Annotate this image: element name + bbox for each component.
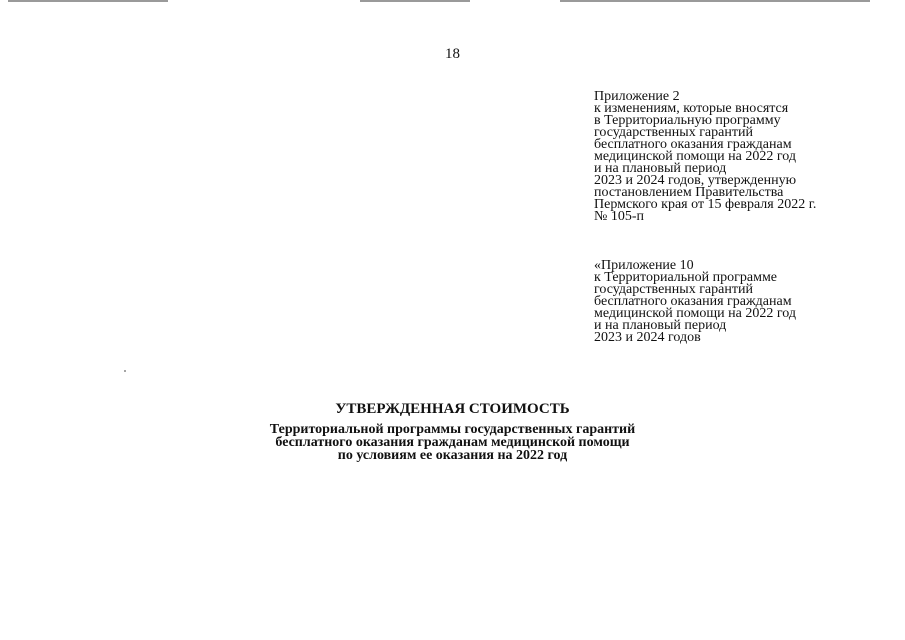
appendix-10-line: и на плановый период (594, 318, 727, 333)
appendix-10-line: к Территориальной программе (594, 270, 778, 285)
appendix-10-line: 2023 и 2024 годов (594, 330, 701, 345)
appendix-2-line: в Территориальную программу (594, 113, 781, 128)
appendix-10-block (594, 260, 796, 344)
appendix-10-line: «Приложение 10 (594, 258, 694, 273)
appendix-2-line: № 105-п (594, 209, 645, 224)
document-subtitle (0, 423, 905, 462)
scan-edge-line-right (560, 0, 870, 2)
appendix-2-line: постановлением Правительства (594, 185, 784, 200)
appendix-2-line: бесплатного оказания гражданам (594, 137, 792, 152)
scan-speck (124, 370, 126, 372)
appendix-10-line: бесплатного оказания гражданам (594, 294, 792, 309)
document-title: УТВЕРЖДЕННАЯ СТОИМОСТЬ (335, 401, 570, 417)
document-subtitle-line: Территориальной программы государственных гарантий (269, 422, 636, 437)
appendix-10-line: государственных гарантий (594, 282, 753, 297)
appendix-2-line: Приложение 2 (594, 89, 680, 104)
appendix-2-line: и на плановый период (594, 161, 727, 176)
scan-edge-line-middle (360, 0, 470, 2)
appendix-2-line: медицинской помощи на 2022 год (594, 149, 796, 164)
appendix-2-line: Пермского края от 15 февраля 2022 г. (594, 197, 817, 212)
appendix-2-block (594, 91, 816, 223)
appendix-2-line: 2023 и 2024 годов, утвержденную (594, 173, 797, 188)
page-number: 18 (445, 46, 460, 62)
appendix-10-line: медицинской помощи на 2022 год (594, 306, 796, 321)
document-subtitle-line: по условиям ее оказания на 2022 год (337, 448, 568, 463)
document-subtitle-line: бесплатного оказания гражданам медицинской помощи (275, 435, 630, 450)
appendix-2-line: государственных гарантий (594, 125, 753, 140)
appendix-2-line: к изменениям, которые вносятся (594, 101, 789, 116)
scan-edge-line-left (8, 0, 168, 2)
